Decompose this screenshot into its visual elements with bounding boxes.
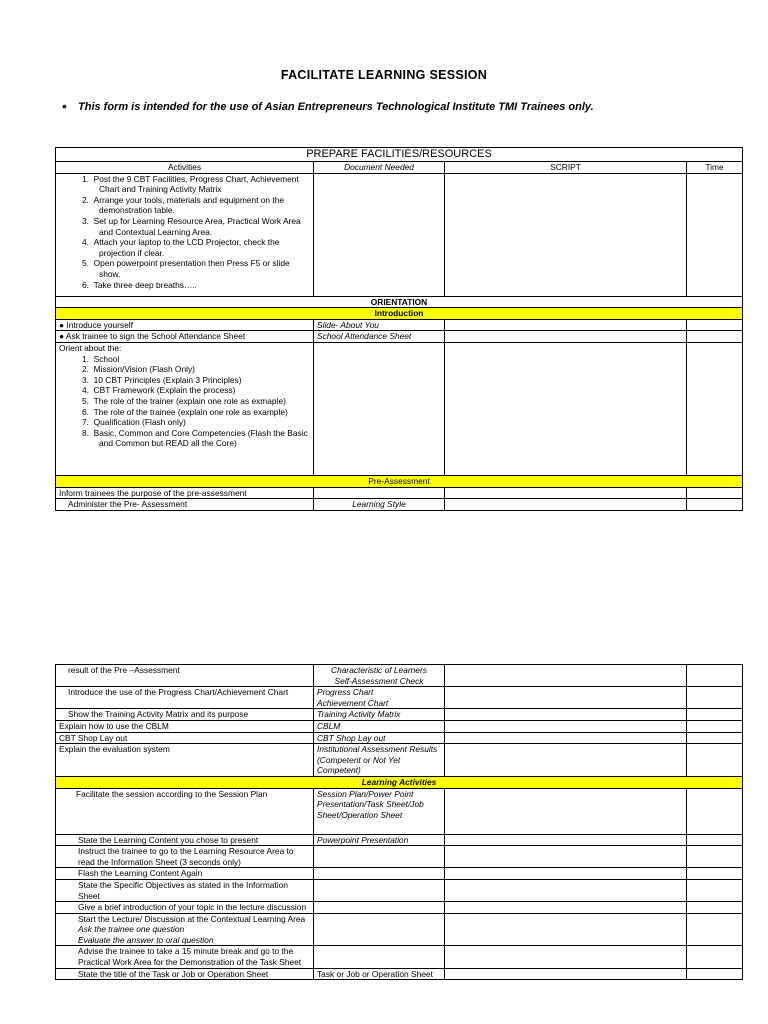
- script-cell: [445, 665, 687, 687]
- activity-cell: Explain how to use the CBLM: [56, 720, 314, 732]
- orient-cell: [56, 342, 314, 475]
- activity-cell: result of the Pre –Assessment: [56, 665, 314, 687]
- activity-cell: ● Introduce yourself: [56, 319, 314, 331]
- time-cell: [687, 788, 743, 834]
- section-introduction: Introduction: [56, 308, 743, 320]
- section-pre-assessment: Pre-Assessment: [56, 475, 743, 487]
- activity-cell: Administer the Pre- Assessment: [56, 499, 314, 511]
- doc-cell: Session Plan/Power Point Presentation/Task Sheet/Job Sheet/Operation Sheet: [314, 788, 445, 834]
- doc-cell: [314, 913, 445, 946]
- time-cell: [687, 846, 743, 868]
- doc-cell: Slide- About You: [314, 319, 445, 331]
- doc-cell: [314, 868, 445, 880]
- activity-cell: Facilitate the session according to the Session Plan: [56, 788, 314, 834]
- doc-cell: School Attendance Sheet: [314, 331, 445, 343]
- script-cell: [445, 846, 687, 868]
- form-title: FACILITATE LEARNING SESSION: [280, 68, 488, 82]
- script-cell: [445, 499, 687, 511]
- time-cell: [687, 499, 743, 511]
- activity-cell: State the title of the Task or Job or Operation Sheet: [56, 968, 314, 980]
- activity-cell: Flash the Learning Content Again: [56, 868, 314, 880]
- doc-cell: Progress Chart Achievement Chart: [314, 687, 445, 709]
- orient-item: 5. The role of the trainer (explain one role as exmaple): [82, 395, 286, 406]
- time-cell: [687, 331, 743, 343]
- script-cell: [445, 879, 687, 901]
- activity-cell: State the Learning Content you chose to present: [56, 834, 314, 846]
- script-cell: [445, 913, 687, 946]
- orient-item: 6. The role of the trainee (explain one role as example): [82, 406, 288, 417]
- activity-cell: Inform trainees the purpose of the pre-assessment: [56, 487, 314, 499]
- doc-cell: Powerpoint Presentation: [314, 834, 445, 846]
- bullet-icon: •: [62, 98, 67, 114]
- script-cell: [445, 902, 687, 914]
- script-cell: [445, 968, 687, 980]
- orient-item: 2. Mission/Vision (Flash Only): [82, 364, 195, 375]
- script-cell: [445, 744, 687, 777]
- time-cell: [687, 720, 743, 732]
- col-header-time: Time: [687, 162, 743, 174]
- doc-cell: Institutional Assessment Results (Competent or Not Yet Competent): [314, 744, 445, 777]
- script-cell: [445, 788, 687, 834]
- doc-cell: [314, 879, 445, 901]
- activity-cell: Introduce the use of the Progress Chart/Achievement Chart: [56, 687, 314, 709]
- orient-item: 1. School: [82, 353, 120, 364]
- time-cell: [687, 968, 743, 980]
- prep-step: 6. Take three deep breaths…..: [82, 279, 197, 290]
- script-cell: [445, 173, 687, 296]
- section-orientation: ORIENTATION: [56, 296, 743, 308]
- form-note: This form is intended for the use of Asian Entrepreneurs Technological Institute TMI Trainees only.: [78, 101, 594, 113]
- time-cell: [687, 913, 743, 946]
- time-cell: [687, 687, 743, 709]
- prepare-facilities-table: [55, 147, 743, 511]
- orient-lead: Orient about the:: [59, 342, 122, 353]
- script-cell: [445, 720, 687, 732]
- time-cell: [687, 487, 743, 499]
- prep-steps-cell: [56, 173, 314, 296]
- time-cell: [687, 834, 743, 846]
- time-cell: [687, 879, 743, 901]
- doc-cell: [314, 846, 445, 868]
- doc-cell: CBT Shop Lay out: [314, 732, 445, 744]
- script-cell: [445, 709, 687, 721]
- doc-cell: Characteristic of Learners Self-Assessment Check: [314, 665, 445, 687]
- lecture-evaluate: Evaluate the answer to oral question: [78, 934, 214, 945]
- doc-cell: [314, 902, 445, 914]
- doc-cell: CBLM: [314, 720, 445, 732]
- activity-cell: Explain the evaluation system: [56, 744, 314, 777]
- orient-item: 4. CBT Framework (Explain the process): [82, 385, 236, 396]
- script-cell: [445, 868, 687, 880]
- script-cell: [445, 342, 687, 475]
- activity-cell: ● Ask trainee to sign the School Attendance Sheet: [56, 331, 314, 343]
- script-cell: [445, 946, 687, 968]
- col-header-script: SCRIPT: [445, 162, 687, 174]
- orient-item: 7. Qualification (Flash only): [82, 417, 186, 428]
- lecture-line: Start the Lecture/ Discussion at the Contextual Learning Area: [78, 913, 306, 924]
- time-cell: [687, 665, 743, 687]
- prep-step: 1. Post the 9 CBT Facilities, Progress Chart, Achievement Chart and Training Activity Matrix: [82, 173, 299, 195]
- activity-cell: Advise the trainee to take a 15 minute break and go to the Practical Work Area for the Demonstration of the Task Sheet: [56, 946, 314, 968]
- doc-cell: Learning Style: [314, 499, 445, 511]
- time-cell: [687, 732, 743, 744]
- script-cell: [445, 732, 687, 744]
- time-cell: [687, 709, 743, 721]
- prep-step: 3. Set up for Learning Resource Area, Practical Work Area and Contextual Learning Area.: [82, 215, 301, 237]
- activity-cell: CBT Shop Lay out: [56, 732, 314, 744]
- doc-cell: Task or Job or Operation Sheet: [314, 968, 445, 980]
- doc-cell: [314, 173, 445, 296]
- time-cell: [687, 319, 743, 331]
- script-cell: [445, 331, 687, 343]
- activity-cell: Give a brief introduction of your topic in the lecture discussion: [56, 902, 314, 914]
- col-header-activities: Activities: [56, 162, 314, 174]
- doc-cell: Training Activity Matrix: [314, 709, 445, 721]
- lecture-question: Ask the trainee one question: [78, 924, 185, 935]
- script-cell: [445, 834, 687, 846]
- time-cell: [687, 868, 743, 880]
- orient-item: 3. 10 CBT Principles (Explain 3 Principles): [82, 374, 242, 385]
- activity-cell: State the Specific Objectives as stated in the Information Sheet: [56, 879, 314, 901]
- time-cell: [687, 946, 743, 968]
- col-header-document: Document Needed: [314, 162, 445, 174]
- doc-cell: [314, 487, 445, 499]
- doc-cell: [314, 946, 445, 968]
- doc-cell: [314, 342, 445, 475]
- time-cell: [687, 744, 743, 777]
- activity-cell: Instruct the trainee to go to the Learning Resource Area to read the Information Sheet (3 seconds only): [56, 846, 314, 868]
- lecture-cell: [56, 913, 314, 946]
- script-cell: [445, 487, 687, 499]
- prep-step: 4. Attach your laptop to the LCD Projector, check the projection if clear.: [82, 237, 280, 258]
- activity-cell: Show the Training Activity Matrix and its purpose: [56, 709, 314, 721]
- script-cell: [445, 687, 687, 709]
- orientation-continued-table: [55, 664, 743, 980]
- time-cell: [687, 902, 743, 914]
- orient-item: 8. Basic, Common and Core Competencies (Flash the Basic and Common but READ all the Core): [82, 427, 308, 449]
- prep-step: 5. Open powerpoint presentation then Press F5 or slide show.: [82, 258, 290, 279]
- section-learning-activities: Learning Activities: [56, 776, 743, 788]
- script-cell: [445, 319, 687, 331]
- time-cell: [687, 173, 743, 296]
- prep-step: 2. Arrange your tools, materials and equipment on the demonstration table.: [82, 194, 285, 216]
- section-heading-prepare: PREPARE FACILITIES/RESOURCES: [56, 148, 743, 162]
- time-cell: [687, 342, 743, 475]
